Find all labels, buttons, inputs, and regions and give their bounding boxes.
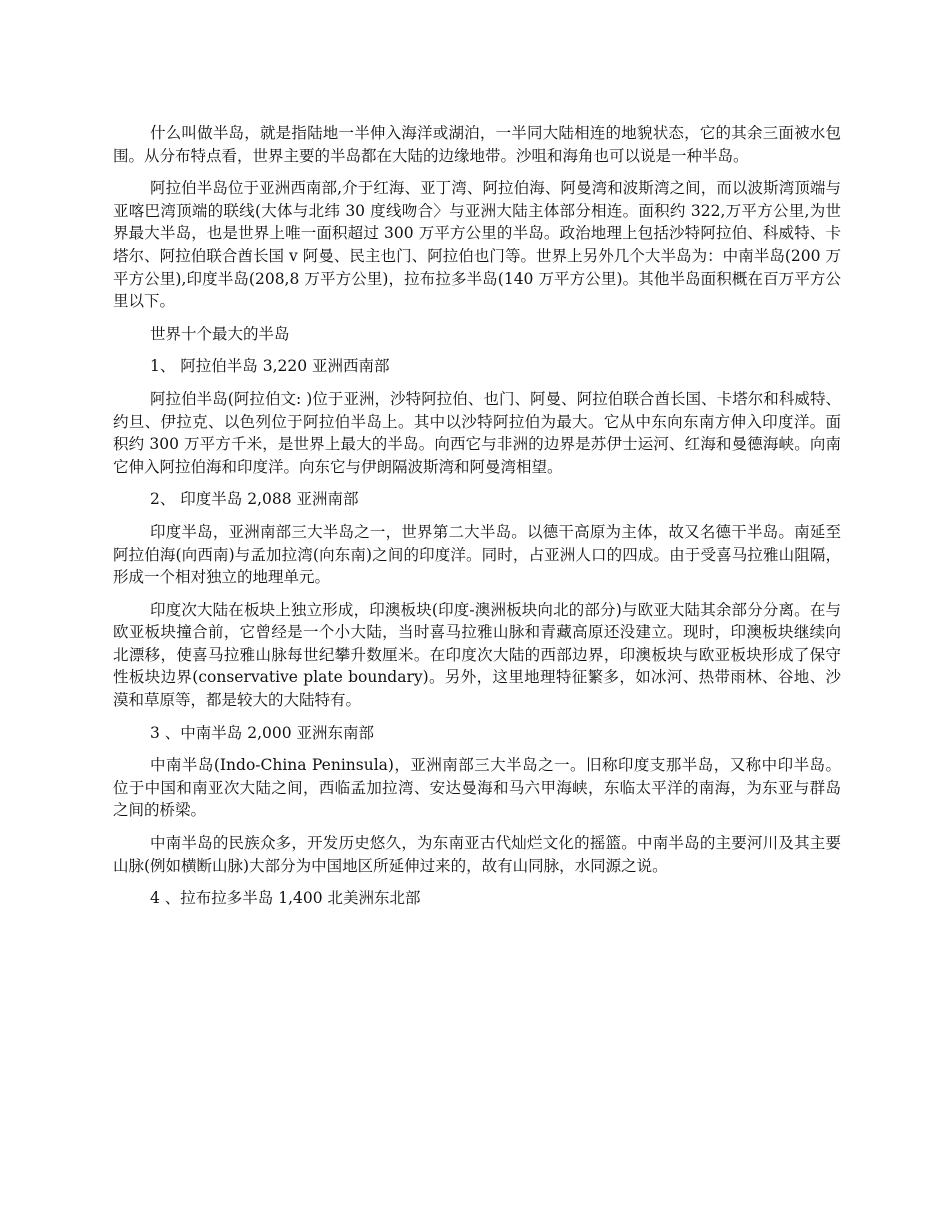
- paragraph-arabian-overview: 阿拉伯半岛位于亚洲西南部,介于红海、亚丁湾、阿拉伯海、阿曼湾和波斯湾之间，而以波斯湾顶端与亚喀巴湾顶端的联线(大体与北纬 30 度线吻合〉与亚洲大陆主体部分相连。面积约 322,万平方公里,为世界最大半岛，也是世界上唯一面积超过 300 万平方公里的半岛。政治地理上包括沙特阿拉伯、科威特、卡塔尔、阿拉伯联合酋长国 v 阿曼、民主也门、阿拉伯也门等。世界上另外几个大半岛为：中南半岛(200 万平方公里),印度半岛(208,8 万平方公里)，拉布拉多半岛(140 万平方公里)。其他半岛面积概在百万平方公里以下。: [113, 179, 841, 311]
- paragraph-indian-detail: 印度半岛，亚洲南部三大半岛之一，世界第二大半岛。以德干高原为主体，故又名德干半岛。南延至阿拉伯海(向西南)与孟加拉湾(向东南)之间的印度洋。同时，占亚洲人口的四成。由于受喜马拉雅山阻隔，形成一个相对独立的地理单元。: [113, 522, 841, 587]
- paragraph-indochina-culture: 中南半岛的民族众多，开发历史悠久，为东南亚古代灿烂文化的摇篮。中南半岛的主要河川及其主要山脉(例如横断山脉)大部分为中国地区所延伸过来的，故有山同脉，水同源之说。: [113, 834, 841, 875]
- paragraph-peninsula-definition: 什么叫做半岛，就是指陆地一半伸入海洋或湖泊，一半同大陆相连的地貌状态，它的其余三面被水包围。从分布特点看，世界主要的半岛都在大陆的边缘地带。沙咀和海角也可以说是一种半岛。: [113, 124, 841, 165]
- section-title: 世界十个最大的半岛: [150, 324, 290, 343]
- document-page: [113, 122, 841, 920]
- item-heading-labrador: 4 、拉布拉多半岛 1,400 北美洲东北部: [150, 889, 421, 908]
- paragraph-indian-plate: 印度次大陆在板块上独立形成，印澳板块(印度-澳洲板块向北的部分)与欧亚大陆其余部分分离。在与欧亚板块撞合前，它曾经是一个小大陆，当时喜马拉雅山脉和青藏高原还没建立。现时，印澳板块继续向北漂移，使喜马拉雅山脉每世纪攀升数厘米。在印度次大陆的西部边界，印澳板块与欧亚板块形成了保守性板块边界(conservative plate boundary)。另外，这里地理特征繁多，如冰河、热带雨林、谷地、沙漠和草原等，都是较大的大陆特有。: [113, 600, 841, 710]
- paragraph-indochina-detail: 中南半岛(Indo-China Peninsula)，亚洲南部三大半岛之一。旧称印度支那半岛，又称中印半岛。位于中国和南亚次大陆之间，西临孟加拉湾、安达曼海和马六甲海峡，东临太平洋的南海，为东亚与群岛之间的桥梁。: [113, 756, 841, 820]
- item-heading-arabian: 1、 阿拉伯半岛 3,220 亚洲西南部: [150, 357, 390, 376]
- item-heading-indian: 2、 印度半岛 2,088 亚洲南部: [150, 490, 359, 509]
- item-heading-indochina: 3 、中南半岛 2,000 亚洲东南部: [150, 723, 375, 742]
- paragraph-arabian-detail: 阿拉伯半岛(阿拉伯文: )位于亚洲，沙特阿拉伯、也门、阿曼、阿拉伯联合酋长国、卡塔尔和科威特、约旦、伊拉克、以色列位于阿拉伯半岛上。其中以沙特阿拉伯为最大。它从中东向东南方伸入印度洋。面积约 300 万平方千米，是世界上最大的半岛。向西它与非洲的边界是苏伊士运河、红海和曼德海峡。向南它伸入阿拉伯海和印度洋。向东它与伊朗隔波斯湾和阿曼湾相望。: [113, 389, 841, 476]
